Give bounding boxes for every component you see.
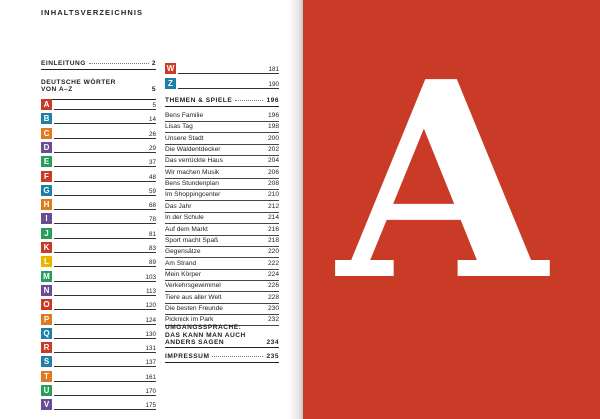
toc-page: 224 [267, 270, 279, 278]
letter-row-l[interactable] [41, 255, 156, 267]
letter-tile: C [41, 128, 52, 139]
letter-row-s[interactable] [41, 355, 156, 367]
entry-line [54, 181, 156, 182]
toc-page: 83 [148, 245, 156, 252]
toc-page: 234 [266, 339, 279, 347]
toc-entry-deutsche-woerter[interactable] [41, 79, 156, 100]
toc-page: 200 [267, 134, 279, 142]
right-page [303, 0, 600, 419]
entry-line [54, 209, 156, 210]
letter-row-f[interactable] [41, 170, 156, 182]
letter-row-h[interactable] [41, 198, 156, 210]
toc-page: 226 [267, 282, 279, 290]
letter-row-g[interactable] [41, 184, 156, 196]
letter-tile: F [41, 171, 52, 182]
dot-leader [89, 63, 149, 64]
entry-line [178, 88, 279, 89]
entry-line [54, 395, 156, 396]
toc-label: Bens Stundenplan [165, 180, 219, 188]
toc-page: 78 [148, 216, 156, 224]
toc-page: 210 [267, 191, 279, 199]
toc-label: Die Waldentdecker [165, 146, 221, 154]
letter-row-i[interactable] [41, 212, 156, 224]
toc-entry-theme[interactable] [165, 203, 279, 213]
toc-entry-theme[interactable] [165, 191, 279, 201]
toc-page: 220 [267, 248, 279, 256]
toc-label: IMPRESSUM [165, 353, 210, 360]
toc-page: 235 [266, 353, 279, 360]
toc-page: 175 [145, 402, 156, 410]
toc-label-line1: DEUTSCHE WÖRTER [41, 79, 116, 86]
letter-row-r[interactable] [41, 341, 156, 353]
letter-tile: K [41, 242, 52, 253]
entry-line [54, 138, 156, 139]
entry-line [54, 266, 156, 267]
toc-page: 181 [268, 66, 279, 73]
toc-page: 113 [145, 287, 156, 295]
toc-entry-theme[interactable] [165, 146, 279, 156]
toc-label-line2: VON A–Z [41, 86, 73, 93]
entry-line [54, 381, 156, 382]
letter-tile: R [41, 342, 52, 353]
toc-label: Verkehrsgewimmel [165, 282, 221, 290]
letter-index-right [165, 62, 279, 92]
entry-line [54, 195, 156, 196]
entry-line [54, 152, 156, 153]
toc-page: 232 [267, 316, 279, 324]
toc-entry-theme[interactable] [165, 135, 279, 145]
toc-entry-theme[interactable] [165, 214, 279, 224]
toc-page: 228 [267, 293, 279, 301]
toc-label: Das verrückte Haus [165, 157, 223, 165]
toc-entry-theme[interactable] [165, 305, 279, 315]
letter-tile: J [41, 228, 52, 239]
entry-line [54, 324, 156, 325]
toc-page: 2 [151, 60, 156, 67]
chapter-letter: A [337, 22, 547, 340]
letter-tile: P [41, 314, 52, 325]
toc-label: EINLEITUNG [41, 60, 86, 67]
entry-line [54, 166, 156, 167]
entry-line [54, 295, 156, 296]
entry-line [54, 352, 156, 353]
toc-label: Das Jahr [165, 202, 192, 210]
toc-label: Gegensätze [165, 248, 201, 256]
toc-entry-theme[interactable] [165, 282, 279, 292]
toc-label-line2: DAS KANN MAN AUCH [165, 331, 246, 339]
toc-page: 208 [267, 180, 279, 188]
toc-page: 68 [148, 202, 156, 210]
toc-page: 103 [145, 273, 156, 281]
letter-tile: L [41, 256, 52, 267]
letter-row-t[interactable] [41, 370, 156, 382]
letter-row-c[interactable] [41, 127, 156, 139]
toc-page: 198 [267, 123, 279, 131]
toc-label: Die besten Freunde [165, 304, 223, 312]
toc-page: 212 [267, 202, 279, 210]
letter-tile: I [41, 213, 52, 224]
letter-row-j[interactable] [41, 227, 156, 239]
entry-line [54, 366, 156, 367]
toc-page: 214 [267, 214, 279, 222]
toc-entry-theme[interactable] [165, 237, 279, 247]
letter-tile: N [41, 285, 52, 296]
toc-label: Picknick im Park [165, 316, 214, 324]
toc-page: 131 [145, 345, 156, 353]
dot-leader [235, 100, 263, 101]
letter-row-w[interactable] [165, 62, 279, 74]
letter-row-q[interactable] [41, 327, 156, 339]
toc-page: 14 [148, 116, 156, 124]
letter-tile: O [41, 299, 52, 310]
letter-tile: V [41, 399, 52, 410]
toc-label: Am Strand [165, 259, 197, 267]
toc-page: 170 [145, 388, 156, 395]
letter-row-m[interactable] [41, 270, 156, 282]
toc-label: Bens Familie [165, 112, 204, 119]
letter-row-o[interactable] [41, 298, 156, 310]
letter-tile: A [41, 99, 52, 110]
letter-tile: Q [41, 328, 52, 339]
toc-label: Unsere Stadt [165, 134, 204, 142]
entry-line [54, 252, 156, 253]
toc-entry-theme[interactable] [165, 180, 279, 190]
toc-page: 29 [148, 144, 156, 152]
letter-row-v[interactable] [41, 398, 156, 410]
toc-label: Lisas Tag [165, 123, 193, 131]
toc-entry-einleitung[interactable] [41, 60, 156, 70]
letter-tile: M [41, 271, 52, 282]
letter-row-e[interactable] [41, 155, 156, 167]
letter-tile: S [41, 356, 52, 367]
letter-tile: H [41, 199, 52, 210]
toc-page: 196 [267, 112, 279, 119]
entry-line [54, 238, 156, 239]
toc-page: 81 [148, 230, 156, 238]
toc-page: 137 [145, 359, 156, 367]
entry-line [54, 409, 156, 410]
toc-page: 216 [267, 225, 279, 233]
entry-line [54, 309, 156, 310]
toc-entry-theme[interactable] [165, 260, 279, 270]
toc-entry-impressum[interactable] [165, 353, 279, 363]
toc-label: THEMEN & SPIELE [165, 97, 233, 104]
toc-label: In der Schule [165, 214, 204, 222]
toc-page: 124 [145, 316, 156, 324]
letter-row-b[interactable] [41, 112, 156, 124]
page-heading: INHALTSVERZEICHNIS [41, 8, 144, 17]
entry-line [54, 109, 156, 110]
letter-row-n[interactable] [41, 284, 156, 296]
toc-page: 89 [148, 259, 156, 267]
toc-page: 202 [267, 146, 279, 154]
toc-entry-theme[interactable] [165, 112, 279, 122]
toc-entry-theme[interactable] [165, 226, 279, 236]
toc-label: Mein Körper [165, 270, 201, 278]
toc-page: 37 [148, 159, 156, 167]
letter-row-z[interactable] [165, 77, 279, 89]
entry-line [54, 338, 156, 339]
toc-page: 59 [148, 187, 156, 195]
letter-tile: Z [165, 78, 176, 89]
toc-label: Sport macht Spaß [165, 236, 219, 244]
toc-entry-theme[interactable] [165, 157, 279, 167]
entry-line [54, 223, 156, 224]
toc-entry-theme[interactable] [165, 169, 279, 179]
letter-row-p[interactable] [41, 313, 156, 325]
toc-label: Auf dem Markt [165, 225, 208, 233]
book-gutter [289, 0, 303, 419]
toc-label: Im Shoppingcenter [165, 191, 221, 199]
toc-page: 218 [267, 236, 279, 244]
letter-row-d[interactable] [41, 141, 156, 153]
toc-entry-themen[interactable] [165, 97, 279, 107]
entry-line [54, 281, 156, 282]
toc-entry-theme[interactable] [165, 294, 279, 304]
letter-tile: W [166, 64, 175, 73]
toc-page: 48 [148, 173, 156, 181]
letter-row-a[interactable] [41, 98, 156, 110]
entry-line [54, 123, 156, 124]
toc-label: Tiere aus aller Welt [165, 293, 222, 301]
entry-line [178, 73, 279, 74]
toc-label: Wir machen Musik [165, 168, 220, 176]
toc-page: 120 [145, 302, 156, 310]
letter-tile: U [41, 385, 52, 396]
toc-page: 5 [152, 102, 156, 109]
toc-label-line1: UMGANGSSPRACHE: [165, 324, 242, 331]
toc-page: 230 [267, 304, 279, 312]
letter-tile: E [41, 156, 52, 167]
letter-tile: T [41, 371, 52, 382]
toc-page: 5 [151, 86, 156, 93]
letter-row-k[interactable] [41, 241, 156, 253]
letter-tile: D [41, 142, 52, 153]
toc-label-line3: ANDERS SAGEN [165, 339, 225, 347]
letter-tile: G [41, 185, 52, 196]
toc-page: 190 [268, 80, 279, 88]
toc-page: 26 [148, 130, 156, 138]
dot-leader [212, 356, 263, 357]
toc-entry-theme[interactable] [165, 271, 279, 281]
letter-tile: B [41, 113, 52, 124]
toc-page: 196 [266, 97, 279, 104]
toc-entry-theme[interactable] [165, 123, 279, 133]
toc-page: 204 [267, 157, 279, 165]
toc-entry-theme[interactable] [165, 248, 279, 258]
letter-row-u[interactable] [41, 384, 156, 396]
toc-page: 130 [145, 330, 156, 338]
toc-page: 206 [267, 168, 279, 176]
toc-page: 222 [267, 259, 279, 267]
letter-index-left [41, 98, 156, 414]
toc-page: 161 [145, 373, 156, 381]
toc-entry-umgangssprache[interactable] [165, 324, 279, 348]
